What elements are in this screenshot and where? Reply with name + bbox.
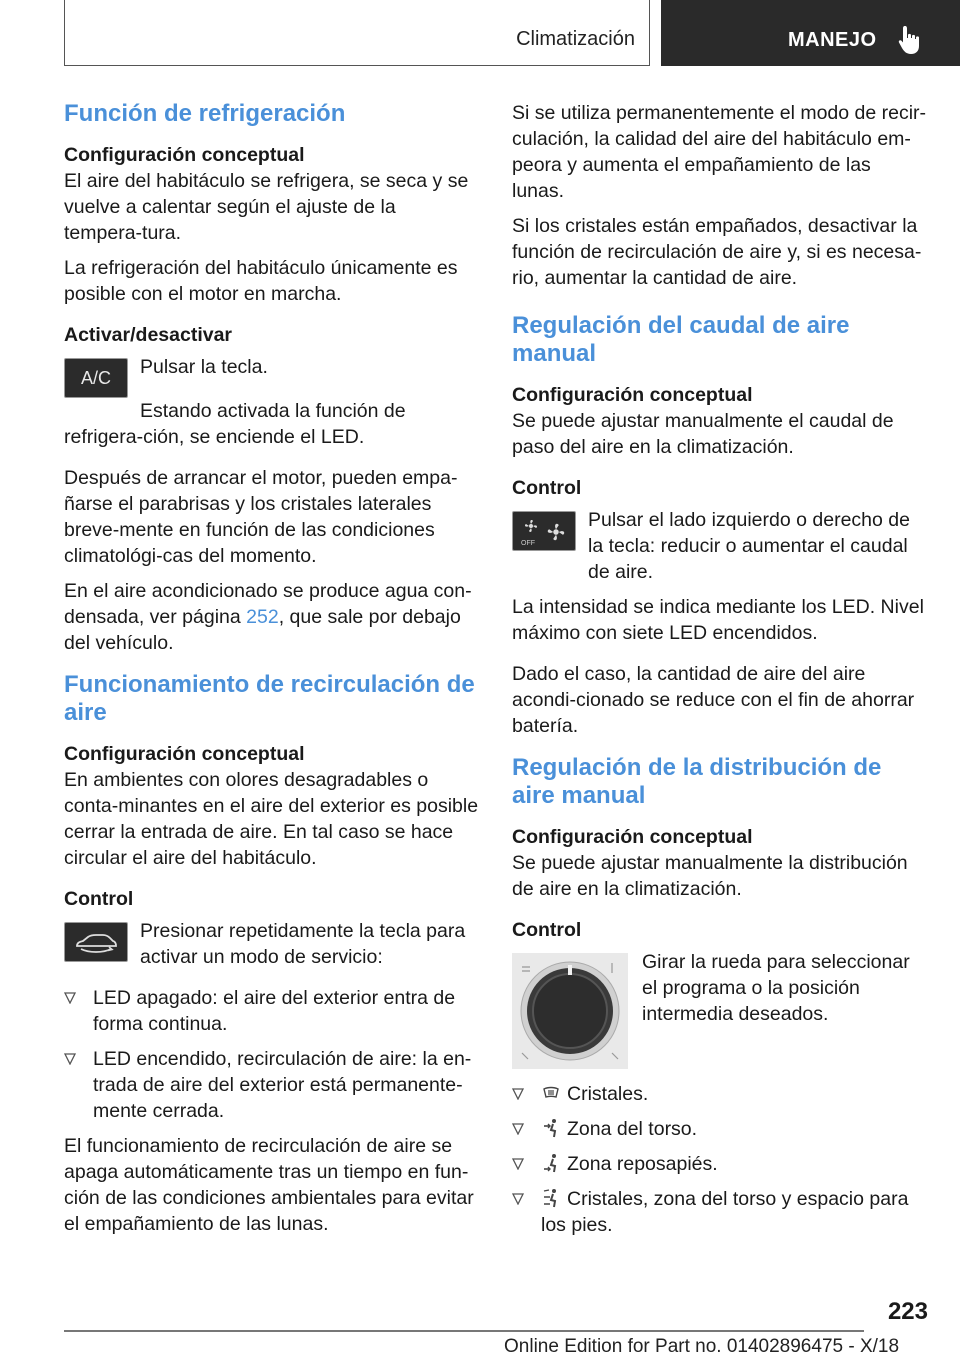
rotary-knob-icon bbox=[512, 953, 628, 1069]
paragraph-after-start: Después de arrancar el motor, pueden empa-ñarse el parabrisas y los cristales laterales breve-mente en función de las condiciones climatológi-cas del momento. bbox=[64, 467, 458, 567]
ac-button-image bbox=[64, 358, 128, 398]
paragraph-airflow-concept: Se puede ajustar manualmente el caudal de paso del aire en la climatización. bbox=[512, 410, 894, 458]
airflow-button-image bbox=[512, 511, 576, 551]
paragraph-cooling-concept-2: La refrigeración del habitáculo únicamente es posible con el motor en marcha. bbox=[64, 257, 458, 305]
paragraph-recirc-permanent: Si se utiliza permanentemente el modo de recir-culación, la calidad del aire del habitáculo em-peora y aumenta el empañamiento de las lunas. bbox=[512, 102, 927, 202]
list-item bbox=[64, 1046, 479, 1124]
paragraph-airflow-control: Pulsar el lado izquierdo o derecho de la tecla: reducir o aumentar el caudal de aire. bbox=[588, 509, 910, 583]
distrib-figure-row bbox=[512, 949, 927, 1069]
condensate-text-pre: En el aire acondicionado se produce agua con-densada, ver página bbox=[64, 580, 472, 628]
left-column bbox=[64, 100, 479, 1246]
header-section-title: Climatización bbox=[516, 28, 635, 50]
paragraph-recirc-concept: En ambientes con olores desagradables o conta-minantes en el aire del exterior es posible cerrar la entrada de aire. En tal caso se hace circular el aire del habitáculo. bbox=[64, 769, 479, 869]
triangle-bullet-icon bbox=[64, 992, 76, 1004]
subheading-distrib-concept: Configuración conceptual bbox=[512, 826, 753, 848]
footwell-airflow-icon bbox=[541, 1153, 561, 1173]
header-section-box bbox=[64, 0, 650, 66]
distrib-item-all: Cristales, zona del torso y espacio para los pies. bbox=[541, 1188, 909, 1236]
distribution-knob-image bbox=[512, 953, 628, 1069]
distrib-item-footwell: Zona reposapiés. bbox=[567, 1153, 718, 1175]
paragraph-distrib-concept: Se puede ajustar manualmente la distribución de aire en la climatización. bbox=[512, 852, 908, 900]
page-link-252[interactable]: 252 bbox=[246, 606, 279, 628]
heading-airflow: Regulación del caudal de aire manual bbox=[512, 312, 850, 367]
list-item bbox=[512, 1116, 927, 1142]
triangle-bullet-icon bbox=[512, 1193, 524, 1205]
triangle-bullet-icon bbox=[512, 1088, 524, 1100]
distrib-item-windows: Cristales. bbox=[567, 1083, 649, 1105]
page-number: 223 bbox=[887, 1298, 928, 1325]
paragraph-recirc-control: Presionar repetidamente la tecla para activar un modo de servicio: bbox=[140, 920, 466, 968]
subheading-airflow-concept: Configuración conceptual bbox=[512, 384, 753, 406]
triangle-bullet-icon bbox=[64, 1053, 76, 1065]
paragraph-distrib-control: Girar la rueda para seleccionar el programa o la posición intermedia deseados. bbox=[642, 951, 910, 1025]
car-recirculation-icon bbox=[73, 931, 119, 953]
subheading-recirc-concept: Configuración conceptual bbox=[64, 743, 305, 765]
recirc-mode-off: LED apagado: el aire del exterior entra de forma continua. bbox=[93, 987, 456, 1035]
airflow-off-label: OFF bbox=[521, 540, 535, 547]
footer-divider bbox=[64, 1330, 864, 1332]
hand-pointer-icon bbox=[897, 24, 923, 56]
recirc-figure-row bbox=[64, 918, 479, 979]
subheading-cooling-concept: Configuración conceptual bbox=[64, 144, 305, 166]
fan-small-icon bbox=[523, 518, 539, 534]
recirc-button-image bbox=[64, 922, 128, 962]
paragraph-airflow-led: La intensidad se indica mediante los LED. Nivel máximo con siete LED encendidos. bbox=[512, 596, 924, 644]
paragraph-activate-2: Estando activada la función de refrigera-ción, se enciende el LED. bbox=[64, 400, 406, 448]
list-item bbox=[512, 1081, 927, 1107]
list-item bbox=[64, 985, 479, 1037]
heading-recirculation: Funcionamiento de recirculación de aire bbox=[64, 671, 475, 726]
paragraph-activate-1: Pulsar la tecla. bbox=[140, 356, 268, 378]
header-chapter-label: MANEJO bbox=[788, 29, 877, 51]
paragraph-airflow-battery: Dado el caso, la cantidad de aire del aire acondi-cionado se reduce con el fin de ahorrar batería. bbox=[512, 663, 915, 737]
paragraph-fogged: Si los cristales están empañados, desactivar la función de recirculación de aire y, si es necesa-rio, aumentar la cantidad de aire. bbox=[512, 215, 922, 289]
triangle-bullet-icon bbox=[512, 1123, 524, 1135]
subheading-distrib-control: Control bbox=[512, 919, 582, 941]
triangle-bullet-icon bbox=[512, 1158, 524, 1170]
condensate-text-post: , que sale por debajo del vehículo. bbox=[64, 606, 461, 654]
paragraph-cooling-concept-1: El aire del habitáculo se refrigera, se seca y se vuelve a calentar según el ajuste de la tempera-tura. bbox=[64, 170, 469, 244]
heading-cooling: Función de refrigeración bbox=[64, 100, 346, 127]
paragraph-condensate bbox=[64, 578, 479, 656]
all-zones-airflow-icon bbox=[541, 1188, 561, 1208]
fan-large-icon bbox=[545, 521, 567, 543]
subheading-recirc-control: Control bbox=[64, 888, 134, 910]
subheading-activate: Activar/desactivar bbox=[64, 324, 233, 346]
footer-edition: Online Edition for Part no. 01402896475 - X/18 bbox=[504, 1336, 900, 1357]
airflow-figure-row bbox=[512, 507, 927, 594]
torso-airflow-icon bbox=[541, 1118, 561, 1138]
paragraph-recirc-auto: El funcionamiento de recirculación de aire se apaga automáticamente tras un tiempo en fun-ción de las condiciones ambientales para evitar el empañamiento de las lunas. bbox=[64, 1135, 474, 1235]
windshield-defrost-icon bbox=[541, 1083, 561, 1103]
right-column bbox=[512, 100, 927, 1247]
list-item bbox=[512, 1151, 927, 1177]
distrib-item-torso: Zona del torso. bbox=[567, 1118, 698, 1140]
distrib-mode-list bbox=[512, 1081, 927, 1238]
recirc-mode-on: LED encendido, recirculación de aire: la en-trada de aire del exterior está permanente-mente cerrada. bbox=[93, 1048, 472, 1122]
ac-figure-row bbox=[64, 354, 479, 398]
list-item bbox=[512, 1186, 927, 1238]
header-chapter-tab bbox=[661, 0, 960, 66]
ac-button-label: A/C bbox=[80, 367, 111, 388]
heading-distribution: Regulación de la distribución de aire manual bbox=[512, 754, 882, 809]
recirc-mode-list bbox=[64, 985, 479, 1124]
subheading-airflow-control: Control bbox=[512, 477, 582, 499]
